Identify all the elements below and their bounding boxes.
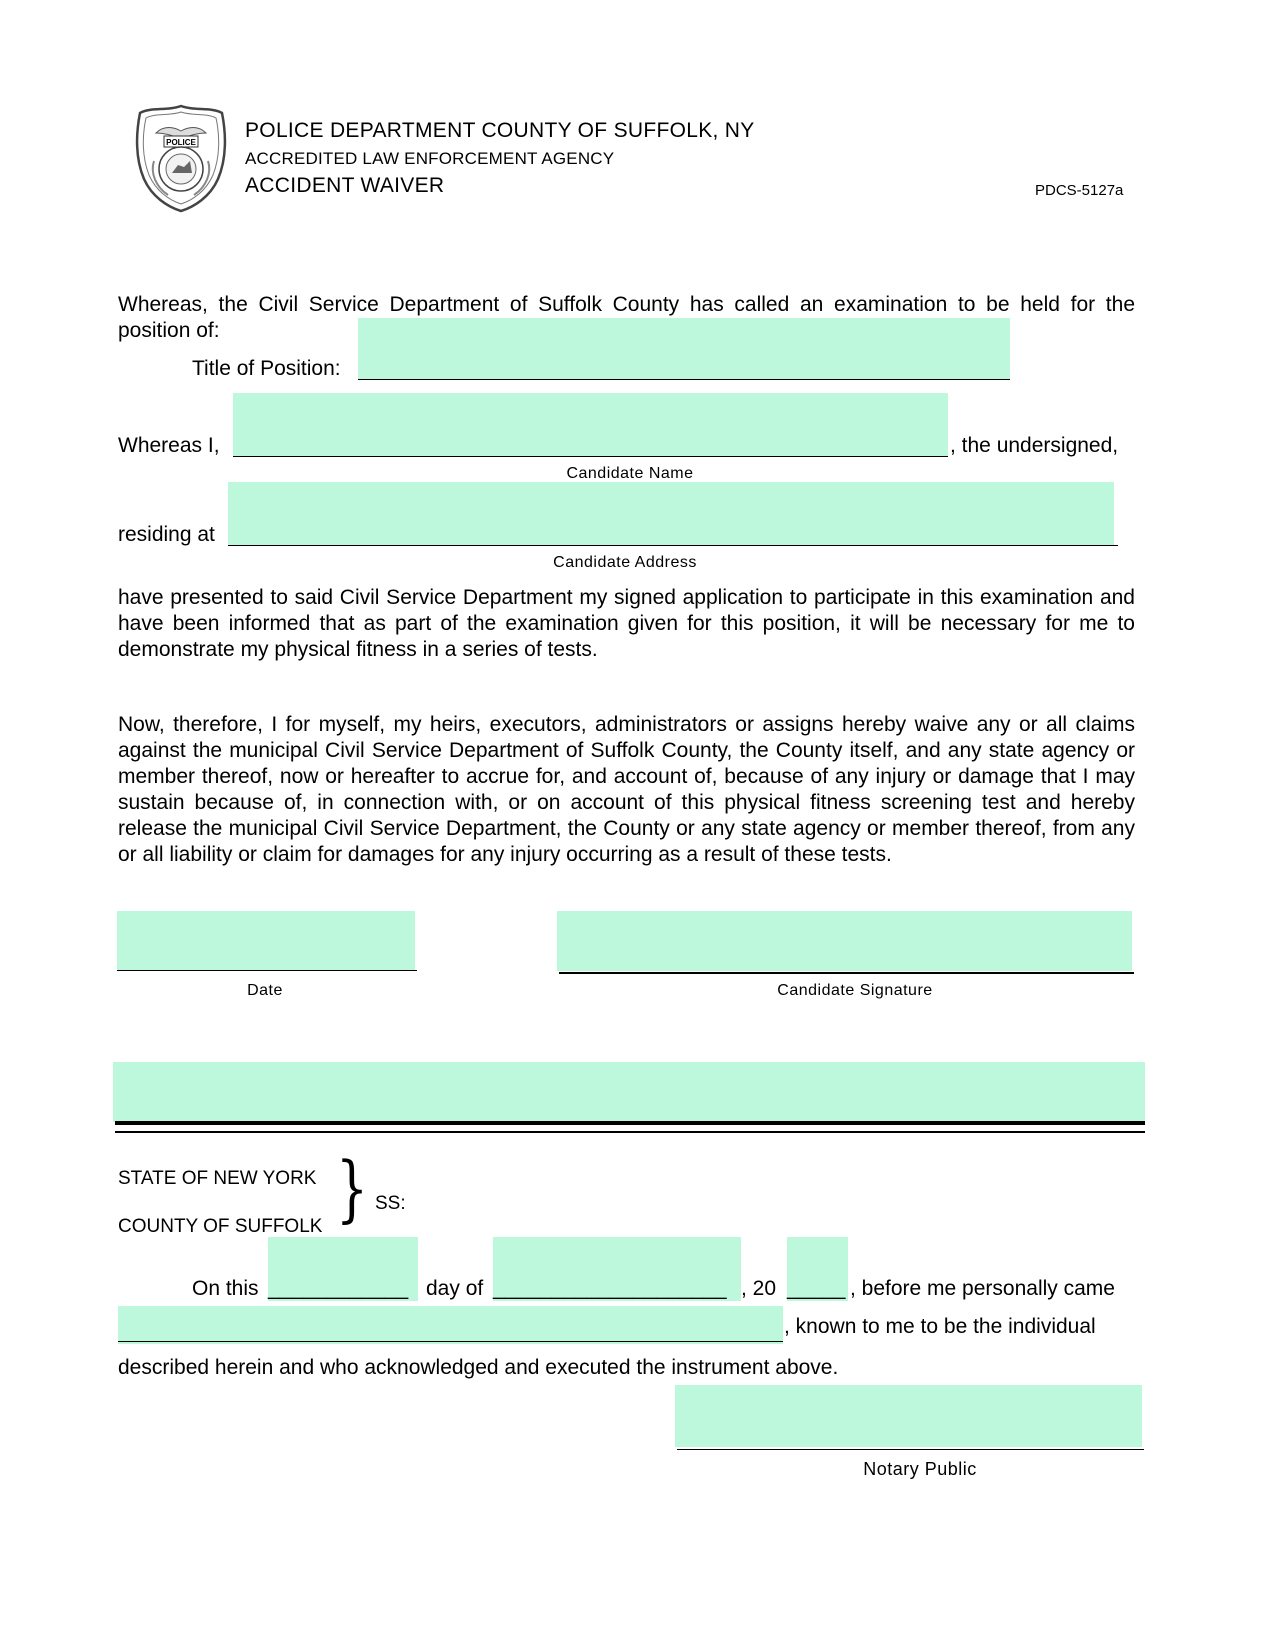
- residing-at-label: residing at: [118, 523, 215, 546]
- candidate-name-line: [233, 456, 948, 457]
- person-field[interactable]: [118, 1306, 783, 1344]
- presented-paragraph: have presented to said Civil Service Department my signed application to participate in this examination and have been informed that as part of the examination given for this position, it will be necessary for me to demonstrate my physical fitness in a series of tests.: [118, 586, 1135, 661]
- candidate-name-field[interactable]: [233, 393, 948, 457]
- date-line: [117, 970, 417, 971]
- county-label: COUNTY OF SUFFOLK: [118, 1216, 323, 1237]
- document-title: ACCIDENT WAIVER: [245, 174, 445, 197]
- agency-subtitle: ACCREDITED LAW ENFORCEMENT AGENCY: [245, 149, 615, 168]
- date-caption: Date: [247, 982, 283, 999]
- person-line: [118, 1341, 783, 1342]
- known-to-me-label: , known to me to be the individual: [784, 1315, 1096, 1338]
- candidate-name-caption: Candidate Name: [566, 465, 694, 482]
- year-blank: _____: [787, 1277, 846, 1300]
- described-text: described herein and who acknowledged and executed the instrument above.: [118, 1356, 839, 1379]
- waiver-paragraph: Now, therefore, I for myself, my heirs, executors, administrators or assigns hereby waive any or all claims against the municipal Civil Service Department of Suffolk County, the County itself, and any state agency or member thereof, now or hereafter to accrue for, and account of, because of any injury or damage that I may sustain because of, in connection with, or on account of this physical fitness screening test and hereby release the municipal Civil Service Department, the County or any state agency or member thereof, from any or all liability or claim for damages for any injury occurring as a result of these tests.: [118, 713, 1135, 866]
- candidate-address-caption: Candidate Address: [553, 554, 697, 571]
- candidate-signature-caption: Candidate Signature: [777, 982, 933, 999]
- candidate-address-line: [228, 545, 1118, 546]
- ss-label: SS:: [375, 1193, 406, 1214]
- wide-entry-field[interactable]: [113, 1062, 1145, 1122]
- day-blank: ____________: [268, 1277, 409, 1300]
- date-field[interactable]: [117, 911, 415, 971]
- undersigned-text: , the undersigned,: [950, 434, 1119, 457]
- separator-thick: [115, 1121, 1145, 1125]
- title-of-position-label: Title of Position:: [192, 357, 341, 380]
- day-of-label: day of: [426, 1277, 484, 1300]
- title-of-position-field[interactable]: [358, 318, 1010, 380]
- candidate-signature-line: [559, 972, 1134, 974]
- venue-brace: }: [336, 1146, 369, 1230]
- department-title: POLICE DEPARTMENT COUNTY OF SUFFOLK, NY: [245, 119, 755, 142]
- candidate-signature-field[interactable]: [557, 911, 1132, 971]
- notary-signature-field[interactable]: [675, 1385, 1142, 1447]
- state-label: STATE OF NEW YORK: [118, 1168, 317, 1189]
- separator-thin: [115, 1131, 1145, 1133]
- title-of-position-line: [358, 379, 1010, 380]
- on-this-label: On this: [192, 1277, 259, 1300]
- intro-paragraph: Whereas, the Civil Service Department of Suffolk County has called an examination to be held for the position of:: [118, 293, 1135, 342]
- candidate-address-field[interactable]: [228, 482, 1114, 546]
- notary-signature-line: [677, 1449, 1144, 1450]
- year-prefix-label: , 20: [741, 1277, 777, 1300]
- police-badge-logo: [134, 103, 228, 213]
- badge-label: POLICE: [166, 138, 196, 147]
- whereas-i-label: Whereas I,: [118, 434, 220, 457]
- notary-public-caption: Notary Public: [863, 1459, 977, 1479]
- form-number: PDCS-5127a: [1035, 182, 1124, 199]
- before-me-label: , before me personally came: [850, 1277, 1115, 1300]
- month-blank: ____________________: [493, 1277, 727, 1300]
